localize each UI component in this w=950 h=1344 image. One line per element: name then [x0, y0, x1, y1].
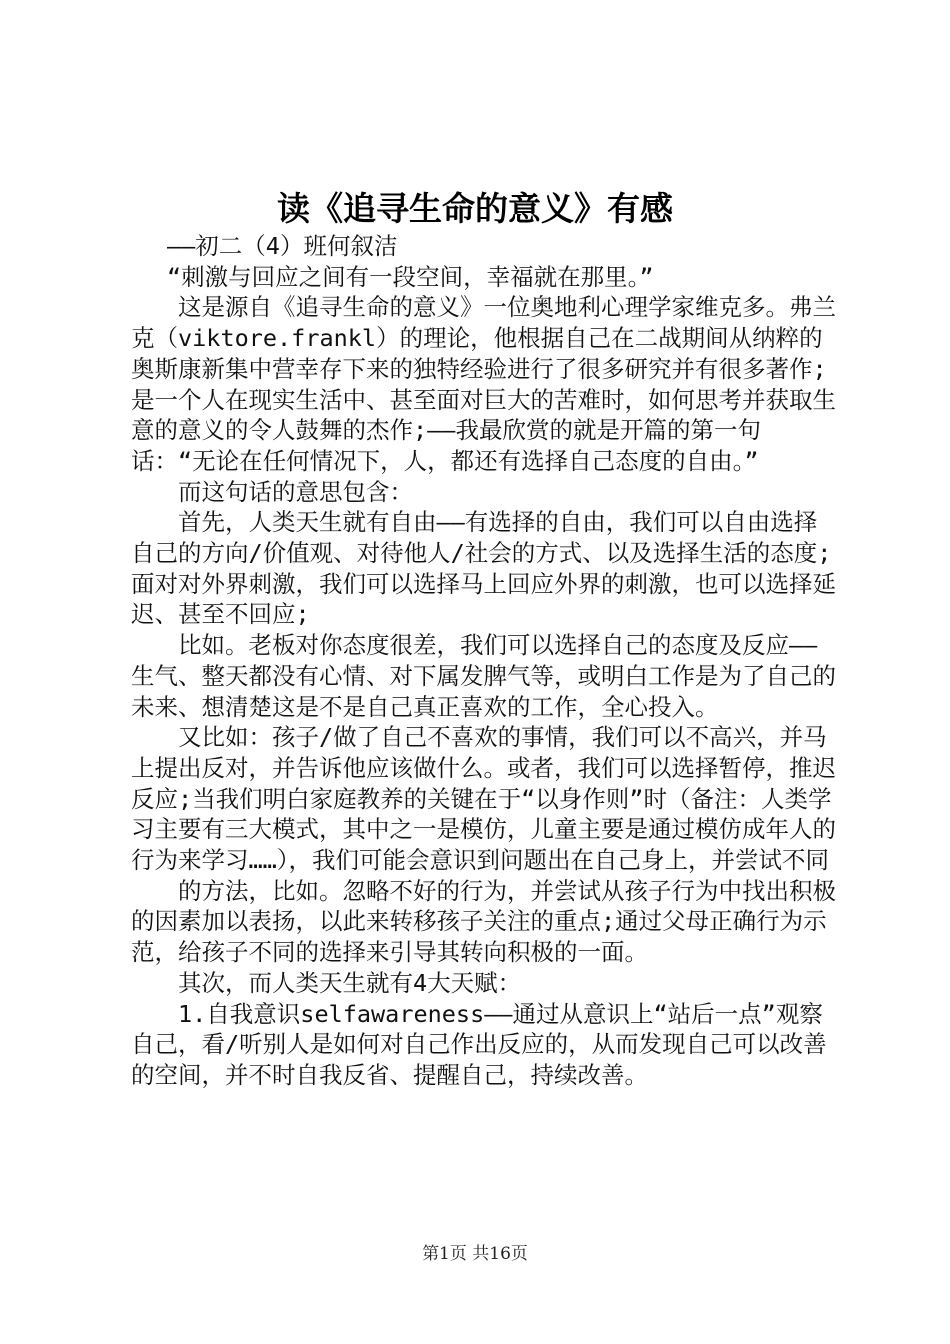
paragraph: 1.自我意识selfawareness——通过从意识上“站后一点”观察自己，看/听别人是如何对自己作出反应的，从而发现自己可以改善的空间，并不时自我反省、提醒自己，持续改善。	[131, 999, 827, 1089]
paragraph: 首先，人类天生就有自由——有选择的自由，我们可以自由选择自己的方向/价值观、对待他人/社会的方式、以及选择生活的态度;面对对外界刺激，我们可以选择马上回应外界的刺激，也可以选择延迟、甚至不回应;	[131, 508, 836, 629]
paragraph-quote: “刺激与回应之间有一段空间，幸福就在那里。”	[167, 262, 654, 291]
paragraph: 的方法，比如。忽略不好的行为，并尝试从孩子行为中找出积极的因素加以表扬，以此来转移孩子关注的重点;通过父母正确行为示范，给孩子不同的选择来引导其转向积极的一面。	[131, 876, 836, 967]
paragraph: 这是源自《追寻生命的意义》一位奥地利心理学家维克多。弗兰克（viktore.frankl）的理论，他根据自己在二战期间从纳粹的奥斯康新集中营幸存下来的独特经验进行了很多研究并有很多著作;是一个人在现实生活中、甚至面对巨大的苦难时，如何思考并获取生意的意义的令人鼓舞的杰作;——我最欣赏的就是开篇的第一句话：“无论在任何情况下，人，都还有选择自己态度的自由。”	[131, 293, 836, 475]
paragraph: 又比如：孩子/做了自己不喜欢的事情，我们可以不高兴，并马上提出反对，并告诉他应该做什么。或者，我们可以选择暂停，推迟反应;当我们明白家庭教养的关键在于“以身作则”时（备注：人类学习主要有三大模式，其中之一是模仿，儿童主要是通过模仿成年人的行为来学习……），我们可能会意识到问题出在自己身上，并尝试不同	[131, 723, 836, 875]
paragraph: 而这句话的意思包含：	[178, 477, 413, 506]
page-footer: 第1页 共16页	[422, 1244, 528, 1264]
document-body	[131, 231, 837, 1091]
author-line: ——初二（4）班何叙洁	[167, 232, 398, 260]
document-title: 读《追寻生命的意义》有感	[277, 189, 673, 228]
paragraph: 其次，而人类天生就有4大天赋：	[178, 968, 522, 997]
paragraph: 比如。老板对你态度很差，我们可以选择自己的态度及反应——生气、整天都没有心情、对下属发脾气等，或明白工作是为了自己的未来、想清楚这是不是自己真正喜欢的工作，全心投入。	[131, 631, 836, 721]
